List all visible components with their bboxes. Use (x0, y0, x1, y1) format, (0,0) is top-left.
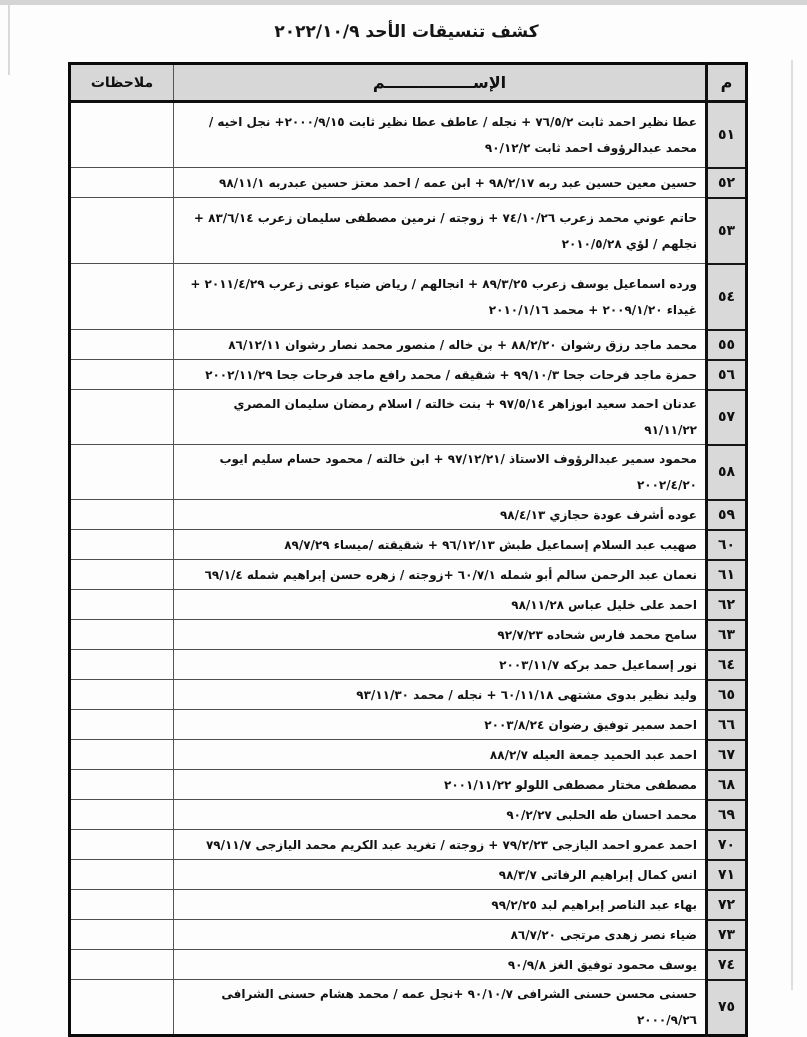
row-name-cell: احمد على خليل عباس ٩٨/١١/٢٨ (174, 590, 707, 620)
row-name-cell: حسنى محسن حسنى الشرافى ٩٠/١٠/٧ +نجل عمه / محمد هشام حسنى الشرافى ٢٠٠٠/٩/٢٦ (174, 980, 707, 1036)
row-name-cell: ورده اسماعيل يوسف زعرب ٨٩/٣/٢٥ + انجالهم / رياض ضياء عونى زعرب ٢٠١١/٤/٢٩ + غيداء ٢٠٠٩/١/٢٠ + محمد ٢٠١٠/١/١٦ (174, 264, 707, 330)
row-name-cell: احمد عمرو احمد اليازجى ٧٩/٢/٢٣ + زوجته / تغريد عبد الكريم محمد اليازجى ٧٩/١١/٧ (174, 830, 707, 860)
row-name-cell: مصطفى مختار مصطفى اللولو ٢٠٠١/١١/٢٢ (174, 770, 707, 800)
row-notes-cell (70, 680, 174, 710)
row-notes-cell (70, 980, 174, 1036)
row-notes-cell (70, 264, 174, 330)
row-name-cell: حمزة ماجد فرحات جحا ٩٩/١٠/٣ + شقيقه / محمد رافع ماجد فرحات جحا ٢٠٠٢/١١/٢٩ (174, 360, 707, 390)
document-title: كشف تنسيقات الأحد ٢٠٢٢/١٠/٩ (274, 22, 539, 42)
row-notes-cell (70, 590, 174, 620)
row-notes-cell (70, 360, 174, 390)
row-notes-cell (70, 168, 174, 198)
row-number-cell: ٥٤ (707, 264, 747, 330)
row-name-cell: عوده أشرف عودة حجازي ٩٨/٤/١٣ (174, 500, 707, 530)
row-number-cell: ٧٤ (707, 950, 747, 980)
table-row (70, 920, 747, 950)
row-notes-cell (70, 560, 174, 590)
row-name-cell: محمد احسان طه الحلبى ٩٠/٢/٢٧ (174, 800, 707, 830)
row-notes-cell (70, 390, 174, 445)
table-row (70, 445, 747, 500)
row-number-cell: ٧٠ (707, 830, 747, 860)
table-row (70, 590, 747, 620)
row-notes-cell (70, 710, 174, 740)
table-row (70, 650, 747, 680)
row-number-cell: ٦٤ (707, 650, 747, 680)
table-body (70, 102, 747, 1036)
table-header-row (70, 64, 747, 102)
table-row (70, 530, 747, 560)
row-number-cell: ٥١ (707, 102, 747, 168)
row-number-cell: ٥٨ (707, 445, 747, 500)
table-row (70, 800, 747, 830)
row-name-cell: بهاء عبد الناصر إبراهيم لبد ٩٩/٢/٢٥ (174, 890, 707, 920)
row-number-cell: ٥٣ (707, 198, 747, 264)
table-row (70, 330, 747, 360)
row-number-cell: ٧٢ (707, 890, 747, 920)
row-notes-cell (70, 198, 174, 264)
table-row (70, 980, 747, 1036)
row-name-cell: انس كمال إبراهيم الرفاتى ٩٨/٣/٧ (174, 860, 707, 890)
row-number-cell: ٥٩ (707, 500, 747, 530)
row-number-cell: ٥٧ (707, 390, 747, 445)
row-name-cell: عدنان احمد سعيد ابوزاهر ٩٧/٥/١٤ + بنت خالته / اسلام رمضان سليمان المصري ٩١/١١/٢٢ (174, 390, 707, 445)
row-name-cell: نور إسماعيل حمد بركه ٢٠٠٣/١١/٧ (174, 650, 707, 680)
row-notes-cell (70, 500, 174, 530)
row-name-cell: محمود سمير عبدالرؤوف الاستاذ /٩٧/١٢/٢١ + ابن خالته / محمود حسام سليم ايوب ٢٠٠٢/٤/٢٠ (174, 445, 707, 500)
row-notes-cell (70, 800, 174, 830)
row-notes-cell (70, 890, 174, 920)
coordination-roster-table (68, 62, 748, 1037)
table-row (70, 264, 747, 330)
row-number-cell: ٧١ (707, 860, 747, 890)
row-name-cell: سامح محمد فارس شحاده ٩٢/٧/٢٣ (174, 620, 707, 650)
row-name-cell: ضياء نصر زهدى مرتجى ٨٦/٧/٢٠ (174, 920, 707, 950)
row-notes-cell (70, 830, 174, 860)
row-number-cell: ٥٢ (707, 168, 747, 198)
row-notes-cell (70, 530, 174, 560)
row-name-cell: احمد سمير توفيق رضوان ٢٠٠٣/٨/٢٤ (174, 710, 707, 740)
table-row (70, 168, 747, 198)
row-number-cell: ٦٨ (707, 770, 747, 800)
column-header-name: الإســــــــــــــــم (174, 64, 707, 102)
table-row (70, 950, 747, 980)
table-row (70, 830, 747, 860)
row-notes-cell (70, 445, 174, 500)
row-notes-cell (70, 102, 174, 168)
row-number-cell: ٦٧ (707, 740, 747, 770)
row-number-cell: ٦٢ (707, 590, 747, 620)
row-name-cell: حاتم عوني محمد زعرب ٧٤/١٠/٢٦ + زوجته / نرمين مصطفى سليمان زعرب ٨٣/٦/١٤ + نجلهم / لؤي ٢٠١٠/٥/٢٨ (174, 198, 707, 264)
column-header-number: م (707, 64, 747, 102)
row-number-cell: ٦٦ (707, 710, 747, 740)
column-header-notes: ملاحظات (70, 64, 174, 102)
row-notes-cell (70, 860, 174, 890)
row-name-cell: محمد ماجد رزق رشوان ٨٨/٢/٢٠ + بن خاله / منصور محمد نصار رشوان ٨٦/١٢/١١ (174, 330, 707, 360)
row-number-cell: ٥٦ (707, 360, 747, 390)
row-number-cell: ٦١ (707, 560, 747, 590)
table-row (70, 740, 747, 770)
row-number-cell: ٧٥ (707, 980, 747, 1036)
table-row (70, 198, 747, 264)
table-row (70, 860, 747, 890)
row-notes-cell (70, 330, 174, 360)
scan-edge-right (791, 60, 793, 990)
scan-edge-left (8, 5, 10, 75)
table-row (70, 770, 747, 800)
table-row (70, 500, 747, 530)
row-name-cell: نعمان عبد الرحمن سالم أبو شمله ٦٠/٧/١ +زوجته / زهره حسن إبراهيم شمله ٦٩/١/٤ (174, 560, 707, 590)
row-name-cell: يوسف محمود توفيق الغز ٩٠/٩/٨ (174, 950, 707, 980)
row-name-cell: حسين معين حسين عبد ربه ٩٨/٢/١٧ + ابن عمه / احمد معتز حسين عبدربه ٩٨/١١/١ (174, 168, 707, 198)
table-row (70, 710, 747, 740)
row-name-cell: عطا نظير احمد ثابت ٧٦/٥/٢ + نجله / عاطف عطا نظير ثابت ٢٠٠٠/٩/١٥+ نجل اخيه / محمد عبدالرؤوف احمد ثابت ٩٠/١٢/٢ (174, 102, 707, 168)
row-name-cell: صهيب عبد السلام إسماعيل طبش ٩٦/١٢/١٣ + شقيقته /ميساء ٨٩/٧/٢٩ (174, 530, 707, 560)
row-number-cell: ٦٩ (707, 800, 747, 830)
table-row (70, 680, 747, 710)
row-notes-cell (70, 770, 174, 800)
table-row (70, 390, 747, 445)
row-number-cell: ٥٥ (707, 330, 747, 360)
table-row (70, 102, 747, 168)
row-notes-cell (70, 650, 174, 680)
table-row (70, 890, 747, 920)
table-row (70, 620, 747, 650)
row-notes-cell (70, 950, 174, 980)
row-name-cell: احمد عبد الحميد جمعة العيله ٨٨/٢/٧ (174, 740, 707, 770)
row-notes-cell (70, 740, 174, 770)
row-number-cell: ٦٥ (707, 680, 747, 710)
row-name-cell: وليد نظير بدوى مشتهى ٦٠/١١/١٨ + نجله / محمد ٩٣/١١/٣٠ (174, 680, 707, 710)
row-notes-cell (70, 620, 174, 650)
row-number-cell: ٦٣ (707, 620, 747, 650)
scan-edge-top (0, 0, 807, 5)
row-number-cell: ٧٣ (707, 920, 747, 950)
row-number-cell: ٦٠ (707, 530, 747, 560)
table-row (70, 560, 747, 590)
table-row (70, 360, 747, 390)
row-notes-cell (70, 920, 174, 950)
